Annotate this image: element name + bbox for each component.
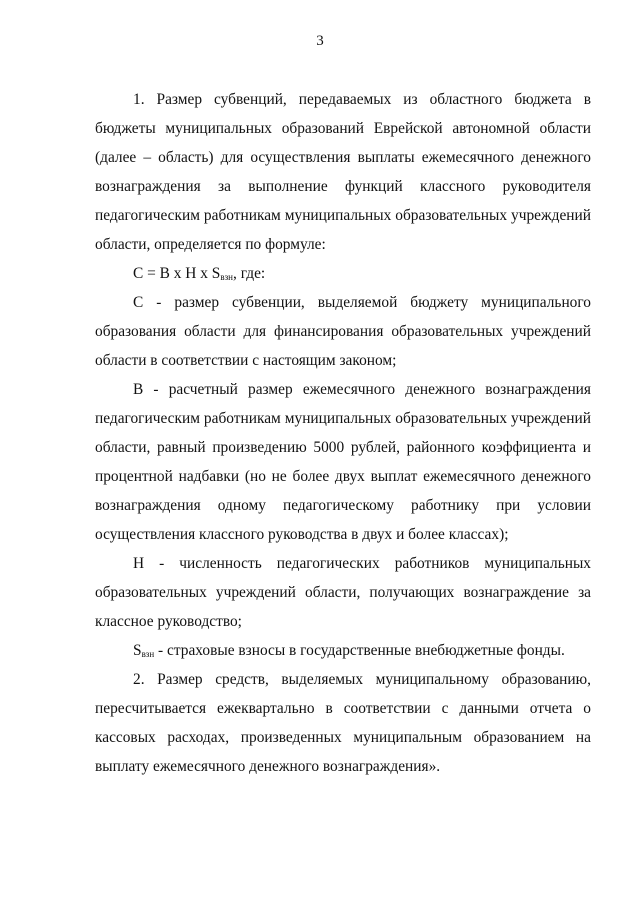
definition-s-symbol: S <box>133 642 142 659</box>
formula-expression: C = B x H x S <box>133 265 221 282</box>
formula-line <box>95 259 591 288</box>
definition-b: B - расчетный размер ежемесячного денежного вознаграждения педагогическим работникам муниципальных образовательных учреждений области, равный произведению 5000 рублей, районного коэффициента и процентной надбавки (но не более двух выплат ежемесячного денежного вознаграждения одному педагогическому работнику при условии осуществления классного руководства в двух и более классах); <box>95 381 591 543</box>
formula-tail: , где: <box>233 265 266 282</box>
page-number: 3 <box>316 33 324 49</box>
definition-h: H - численность педагогических работников муниципальных образовательных учреждений области, получающих вознаграждение за классное руководство; <box>95 555 591 630</box>
document-body <box>95 85 591 781</box>
paragraph-recalculation: 2. Размер средств, выделяемых муниципальному образованию, пересчитывается ежеквартально в соответствии с данными отчета о кассовых расходах, произведенных муниципальным образованием на выплату ежемесячного денежного вознаграждения». <box>95 671 591 775</box>
definition-s-text: - страховые взносы в государственные внебюджетные фонды. <box>154 642 565 659</box>
definition-c: C - размер субвенции, выделяемой бюджету муниципального образования области для финансирования образовательных учреждений области в соответствии с настоящим законом; <box>95 294 591 369</box>
formula-subscript: взн <box>220 272 233 282</box>
paragraph-subvention-size: 1. Размер субвенций, передаваемых из областного бюджета в бюджеты муниципальных образований Еврейской автономной области (далее – область) для осуществления выплаты ежемесячного денежного вознаграждения за выполнение функций классного руководителя педагогическим работникам муниципальных образовательных учреждений области, определяется по формуле: <box>95 91 591 253</box>
definition-s <box>95 636 591 665</box>
definition-s-subscript: взн <box>141 649 155 659</box>
